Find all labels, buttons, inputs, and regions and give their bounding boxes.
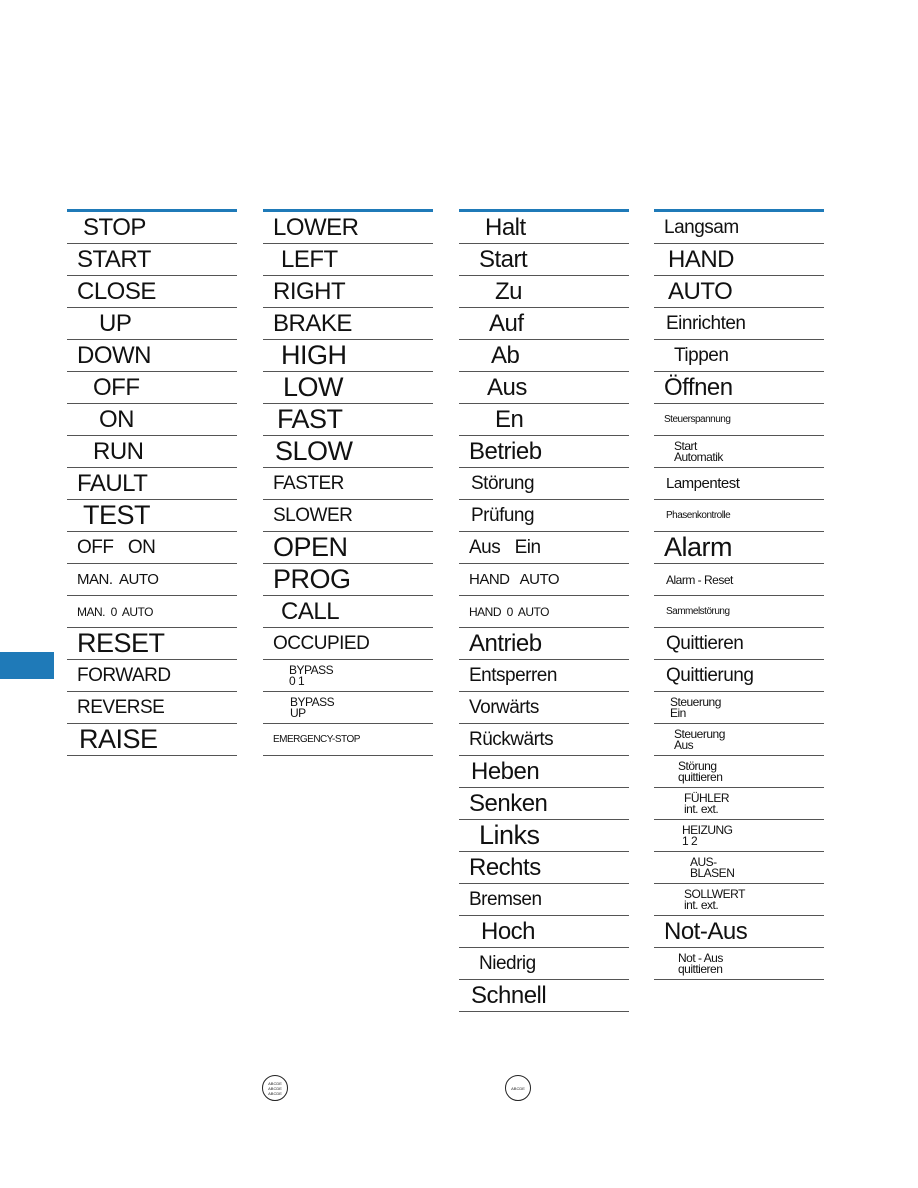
label-text: HIGH — [281, 340, 347, 370]
label-text: DOWN — [77, 341, 151, 369]
label-plate — [263, 564, 433, 596]
label-text: STOP — [83, 213, 146, 241]
label-plate — [459, 404, 629, 436]
label-text: START — [77, 245, 151, 273]
label-text: Sammelstörung — [666, 605, 730, 617]
label-text: Schnell — [471, 981, 547, 1009]
label-plate — [263, 500, 433, 532]
label-text: Start — [479, 245, 528, 273]
label-plate — [67, 372, 237, 404]
label-plate — [654, 724, 824, 756]
label-plate — [654, 820, 824, 852]
label-plate — [263, 372, 433, 404]
label-plate — [654, 660, 824, 692]
label-text-line2: 1 2 — [682, 833, 698, 848]
label-text: PROG — [273, 564, 351, 594]
label-text-line2: int. ext. — [684, 801, 719, 816]
label-plate — [459, 340, 629, 372]
label-plate — [263, 532, 433, 564]
label-plate — [263, 628, 433, 660]
label-plate — [459, 436, 629, 468]
label-text-line2: Ein — [670, 705, 686, 720]
label-text: HAND AUTO — [469, 571, 560, 588]
label-plate — [459, 244, 629, 276]
label-text: REVERSE — [77, 697, 165, 718]
label-plate — [67, 532, 237, 564]
label-plate — [263, 340, 433, 372]
label-plate — [67, 276, 237, 308]
label-plate — [263, 724, 433, 756]
label-plate — [654, 500, 824, 532]
label-plate — [263, 660, 433, 692]
label-text: MAN. AUTO — [77, 571, 159, 588]
label-plate — [263, 212, 433, 244]
label-plate — [67, 404, 237, 436]
label-column-german-1 — [459, 209, 629, 1012]
label-text: Störung — [471, 473, 535, 494]
label-plate — [67, 724, 237, 756]
symbol-text: ABCDE — [268, 1080, 282, 1086]
label-plate — [459, 500, 629, 532]
label-text: MAN. 0 AUTO — [77, 604, 153, 619]
label-plate — [459, 948, 629, 980]
label-plate — [654, 532, 824, 564]
label-text: EMERGENCY-STOP — [273, 733, 360, 745]
label-plate — [67, 660, 237, 692]
label-text: Einrichten — [666, 313, 746, 334]
label-text-line2: UP — [290, 705, 306, 720]
label-plate — [459, 596, 629, 628]
label-plate — [459, 916, 629, 948]
label-column-english-1 — [67, 209, 237, 756]
label-text-line1: BYPASS — [290, 694, 335, 709]
label-plate — [67, 692, 237, 724]
section-tab — [0, 652, 54, 679]
label-text: Zu — [495, 277, 523, 305]
label-text: Langsam — [664, 217, 739, 238]
label-text-line1: FÜHLER — [684, 790, 730, 805]
label-text-line2: 0 1 — [289, 673, 305, 688]
label-plate — [263, 436, 433, 468]
label-plate — [654, 596, 824, 628]
label-plate — [459, 724, 629, 756]
label-plate — [459, 820, 629, 852]
label-text-line2: quittieren — [678, 769, 723, 784]
label-text: AUTO — [668, 277, 733, 305]
label-plate — [654, 788, 824, 820]
label-text-line2: quittieren — [678, 961, 723, 976]
label-text: OPEN — [273, 532, 348, 562]
label-plate — [459, 692, 629, 724]
label-text-line2: BLASEN — [690, 865, 735, 880]
label-text: Ab — [491, 341, 520, 369]
label-text: Alarm - Reset — [666, 572, 733, 587]
label-plate — [654, 564, 824, 596]
label-text-line2: Aus — [674, 737, 694, 752]
label-text-line2: int. ext. — [684, 897, 719, 912]
label-text: SLOW — [275, 436, 353, 466]
label-plate — [654, 276, 824, 308]
label-text: Steuerspannung — [664, 413, 731, 425]
label-plate — [67, 564, 237, 596]
label-text: HAND 0 AUTO — [469, 604, 549, 619]
label-text: RAISE — [79, 724, 158, 754]
label-plate — [459, 308, 629, 340]
label-text: HAND — [668, 245, 735, 273]
label-text: Aus Ein — [469, 537, 541, 558]
label-plate — [459, 788, 629, 820]
label-text: Aus — [487, 373, 527, 401]
label-text: FASTER — [273, 473, 344, 494]
label-text: En — [495, 405, 524, 433]
label-plate — [459, 564, 629, 596]
label-text: Rechts — [469, 853, 541, 881]
label-text: RESET — [77, 628, 165, 658]
label-text: OFF ON — [77, 537, 156, 558]
label-plate — [654, 372, 824, 404]
label-text-line1: SOLLWERT — [684, 886, 745, 901]
label-text: Not-Aus — [664, 917, 748, 945]
symbol-text: ABCDE — [268, 1085, 282, 1091]
label-text: Antrieb — [469, 629, 542, 657]
label-text: RUN — [93, 437, 144, 465]
label-plate — [654, 436, 824, 468]
label-plate — [459, 852, 629, 884]
label-plate — [67, 468, 237, 500]
label-plate — [67, 244, 237, 276]
label-text-line1: AUS- — [690, 854, 717, 869]
label-text: FAULT — [77, 469, 148, 497]
label-text: Bremsen — [469, 889, 542, 910]
label-text: OFF — [93, 373, 140, 401]
label-plate — [459, 628, 629, 660]
label-text-line1: BYPASS — [289, 662, 334, 677]
label-text: Rückwärts — [469, 729, 554, 750]
label-plate — [67, 628, 237, 660]
label-text: FAST — [277, 404, 343, 434]
label-text: Alarm — [664, 532, 733, 562]
label-text: Quittierung — [666, 665, 754, 686]
label-text-line1: Not - Aus — [678, 950, 723, 965]
label-text-line1: HEIZUNG — [682, 822, 733, 837]
label-text: RIGHT — [273, 277, 346, 305]
label-text: Phasenkontrolle — [666, 509, 731, 521]
label-plate — [67, 596, 237, 628]
label-text: Niedrig — [479, 953, 536, 974]
label-text: LOWER — [273, 213, 359, 241]
label-column-english-2 — [263, 209, 433, 756]
label-plate — [459, 980, 629, 1012]
label-plate — [459, 532, 629, 564]
label-plate — [459, 884, 629, 916]
label-plate — [654, 212, 824, 244]
label-plate — [459, 212, 629, 244]
label-plate — [654, 340, 824, 372]
label-text: SLOWER — [273, 505, 353, 526]
label-text: Entsperren — [469, 665, 557, 686]
label-text: Hoch — [481, 917, 536, 945]
label-plate — [67, 308, 237, 340]
symbol-text: ABCDE — [268, 1090, 282, 1096]
label-text: Lampentest — [666, 475, 740, 492]
label-text: FORWARD — [77, 665, 171, 686]
label-text: Halt — [485, 213, 526, 241]
label-text-line1: Start — [674, 438, 697, 453]
label-plate — [654, 308, 824, 340]
label-text: Auf — [489, 309, 524, 337]
label-plate — [459, 468, 629, 500]
label-plate — [654, 244, 824, 276]
label-text: TEST — [83, 500, 151, 530]
label-plate — [263, 308, 433, 340]
label-text-line1: Steuerung — [670, 694, 721, 709]
label-plate — [263, 692, 433, 724]
engraving-symbol-three-line — [262, 1075, 288, 1101]
label-plate — [459, 660, 629, 692]
label-plate — [459, 372, 629, 404]
label-plate — [654, 852, 824, 884]
label-plate — [67, 212, 237, 244]
label-text: Öffnen — [664, 373, 733, 401]
label-plate — [263, 404, 433, 436]
label-plate — [654, 692, 824, 724]
symbol-text: ABCDE — [511, 1085, 525, 1091]
label-text: Tippen — [674, 345, 729, 366]
label-text: UP — [99, 309, 132, 337]
label-text: Prüfung — [471, 505, 535, 526]
label-plate — [263, 276, 433, 308]
label-text: ON — [99, 405, 134, 433]
label-text: Quittieren — [666, 633, 744, 654]
label-text: Betrieb — [469, 437, 542, 465]
label-text-line1: Störung — [678, 758, 717, 773]
label-text: OCCUPIED — [273, 633, 370, 654]
label-plate — [263, 244, 433, 276]
label-plate — [263, 468, 433, 500]
label-text: CLOSE — [77, 277, 156, 305]
label-plate — [654, 916, 824, 948]
label-plate — [654, 948, 824, 980]
label-text: BRAKE — [273, 309, 352, 337]
label-text: LOW — [283, 372, 344, 402]
label-plate — [67, 436, 237, 468]
label-plate — [654, 468, 824, 500]
label-text: Links — [479, 820, 540, 850]
label-plate — [263, 596, 433, 628]
label-plate — [654, 628, 824, 660]
label-text: CALL — [281, 597, 340, 625]
label-text: Senken — [469, 789, 548, 817]
label-text: Vorwärts — [469, 697, 539, 718]
engraving-symbol-one-line — [505, 1075, 531, 1101]
label-plate — [654, 404, 824, 436]
label-plate — [459, 276, 629, 308]
label-text-line1: Steuerung — [674, 726, 725, 741]
label-column-german-2 — [654, 209, 824, 980]
label-plate — [67, 340, 237, 372]
label-text-line2: Automatik — [674, 449, 723, 464]
label-plate — [459, 756, 629, 788]
label-plate — [654, 756, 824, 788]
label-text: Heben — [471, 757, 540, 785]
label-plate — [67, 500, 237, 532]
label-text: LEFT — [281, 245, 338, 273]
label-plate — [654, 884, 824, 916]
